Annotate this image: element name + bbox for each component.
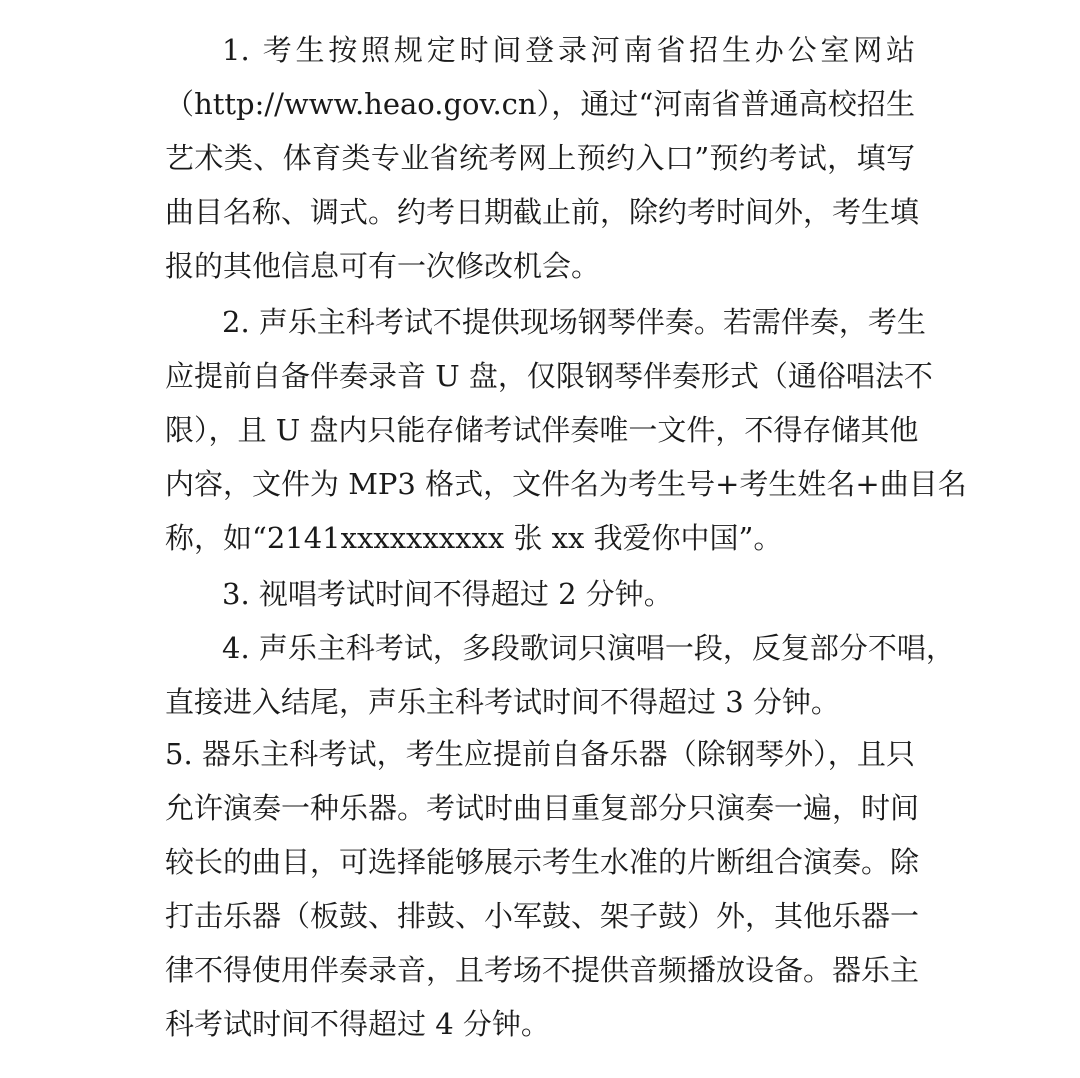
- item-5-line-2: 允许演奏一种乐器。考试时曲目重复部分只演奏一遍，时间: [165, 791, 920, 825]
- item-3-line-1: 3. 视唱考试时间不得超过 2 分钟。: [222, 577, 673, 611]
- item-5-line-6: 科考试时间不得超过 4 分钟。: [165, 1007, 550, 1041]
- item-5-line-3: 较长的曲目，可选择能够展示考生水准的片断组合演奏。除: [165, 845, 920, 879]
- item-4-line-2: 直接进入结尾，声乐主科考试时间不得超过 3 分钟。: [165, 685, 840, 719]
- item-2-line-5: 称，如“2141xxxxxxxxxx 张 xx 我爱你中国”。: [165, 521, 783, 555]
- item-1-line-5: 报的其他信息可有一次修改机会。: [165, 249, 601, 283]
- item-1-line-3: 艺术类、体育类专业省统考网上预约入口”预约考试，填写: [165, 141, 915, 175]
- item-5-line-1: 5. 器乐主科考试，考生应提前自备乐器（除钢琴外），且只: [165, 737, 915, 771]
- item-4-line-1: 4. 声乐主科考试，多段歌词只演唱一段，反复部分不唱，: [222, 631, 955, 665]
- item-2-line-1: 2. 声乐主科考试不提供现场钢琴伴奏。若需伴奏，考生: [222, 305, 926, 339]
- item-2-line-3: 限），且 U 盘内只能存储考试伴奏唯一文件，不得存储其他: [165, 413, 919, 447]
- item-2-line-2: 应提前自备伴奏录音 U 盘，仅限钢琴伴奏形式（通俗唱法不: [165, 359, 933, 393]
- item-1-line-4: 曲目名称、调式。约考日期截止前，除约考时间外，考生填: [165, 195, 920, 229]
- item-1-line-2: （http://www.heao.gov.cn），通过“河南省普通高校招生: [165, 87, 915, 121]
- item-2-line-4: 内容，文件为 MP3 格式，文件名为考生号+考生姓名+曲目名: [165, 467, 967, 501]
- item-1-line-1: 1. 考生按照规定时间登录河南省招生办公室网站: [222, 33, 915, 67]
- item-5-line-5: 律不得使用伴奏录音，且考场不提供音频播放设备。器乐主: [165, 953, 920, 987]
- item-5-line-4: 打击乐器（板鼓、排鼓、小军鼓、架子鼓）外，其他乐器一: [165, 899, 920, 933]
